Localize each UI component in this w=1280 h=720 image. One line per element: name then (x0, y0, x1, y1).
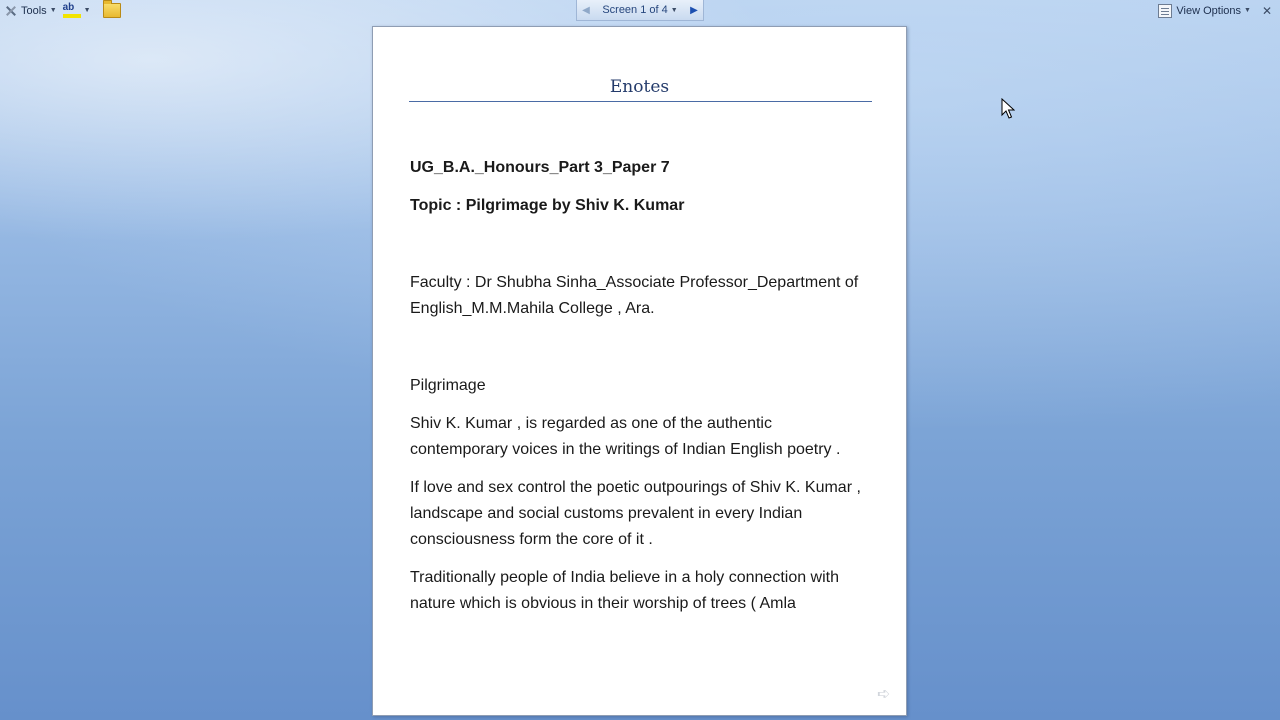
open-folder-button[interactable] (94, 1, 124, 20)
topic-line: Topic : Pilgrimage by Shiv K. Kumar (410, 197, 685, 214)
view-options-button[interactable] (1155, 1, 1254, 20)
tools-menu-button[interactable] (0, 1, 60, 20)
tools-label: Tools (21, 4, 47, 17)
next-page-arrow-icon[interactable]: ➪ (877, 686, 891, 703)
tools-group (0, 0, 124, 21)
document-body (410, 155, 872, 617)
body-paragraph: Traditionally people of India believe in a holy connection with nature which is obvious in their worship of trees ( Amla (410, 569, 840, 612)
previous-screen-arrow-icon[interactable]: ◀ (582, 4, 590, 16)
next-screen-arrow-icon[interactable]: ▶ (690, 4, 698, 16)
faculty-paragraph: Faculty : Dr Shubha Sinha_Associate Professor_Department of English_M.M.Mahila College , Ara. (410, 274, 859, 317)
tools-icon (3, 3, 19, 19)
chevron-down-icon: ▼ (670, 6, 678, 14)
chevron-down-icon: ▼ (49, 7, 57, 14)
course-line: UG_B.A._Honours_Part 3_Paper 7 (410, 159, 670, 176)
header-divider (409, 101, 872, 102)
screen-indicator-dropdown[interactable] (595, 4, 685, 16)
view-options-group (1155, 0, 1272, 21)
screen-navigator (576, 0, 704, 21)
body-paragraph: If love and sex control the poetic outpourings of Shiv K. Kumar , landscape and social customs prevalent in every Indian consciousness form the core of it . (410, 479, 861, 548)
view-options-label: View Options (1176, 4, 1241, 17)
document-page (372, 26, 907, 716)
body-paragraph: Shiv K. Kumar , is regarded as one of the authentic contemporary voices in the writings of Indian English poetry . (410, 415, 841, 458)
spelling-icon: ab (63, 3, 81, 19)
section-heading: Pilgrimage (410, 377, 486, 394)
page-header-title: Enotes (609, 77, 670, 97)
screen-indicator-label: Screen 1 of 4 (602, 4, 668, 16)
view-options-icon (1158, 4, 1172, 18)
chevron-down-icon: ▼ (1244, 7, 1251, 14)
mouse-cursor-icon (1001, 98, 1015, 120)
spelling-button[interactable] (60, 1, 94, 20)
close-icon[interactable]: ✕ (1261, 3, 1272, 18)
folder-icon (103, 3, 121, 18)
chevron-down-icon: ▼ (83, 7, 91, 14)
reading-toolbar (0, 0, 1280, 22)
